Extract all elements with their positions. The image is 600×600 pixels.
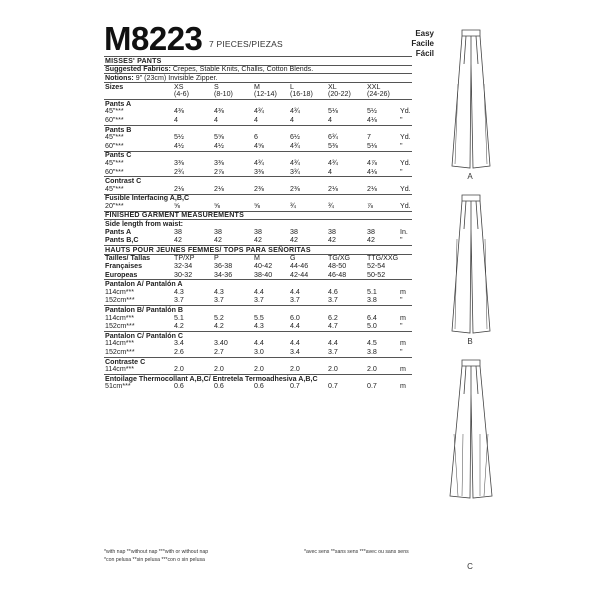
french-size: 36-38 (214, 262, 233, 271)
section-title: Pants C (105, 151, 132, 160)
finished-value: 38 (290, 227, 298, 236)
fabrics-text: Crepes, Stable Knits, Challis, Cotton Blends. (172, 65, 314, 74)
yardage-value: 5½ (174, 133, 184, 142)
taille-code: TTG/XXG (367, 254, 399, 263)
section-title: Pants A (105, 99, 132, 108)
figure-label-a: A (467, 172, 473, 181)
size-range: (24-26) (367, 90, 390, 99)
yardage-value: 4.2 (214, 322, 224, 331)
yardage-value: 4.4 (254, 287, 264, 296)
notions-label: Notions: (105, 73, 134, 82)
yardage-value: 0.7 (328, 382, 338, 391)
size-code: M (254, 82, 260, 91)
yardage-value: 3.4 (174, 339, 184, 348)
fabric-width-label: 45"*** (105, 184, 124, 193)
yardage-value: 3.7 (290, 296, 300, 305)
pants-a-drawing (440, 24, 500, 174)
section-heading (104, 125, 412, 134)
pants-a-illustration (440, 24, 500, 174)
yardage-value: 4⅛ (367, 115, 377, 124)
european-size: 34-36 (214, 270, 233, 279)
section-title: Fusible Interfacing A,B,C (105, 194, 190, 203)
pants-b-illustration (440, 189, 500, 339)
yardage-row (104, 288, 412, 297)
french-size: 48-50 (328, 262, 347, 271)
yardage-value: 4 (174, 115, 178, 124)
yardage-value: 2⅛ (214, 184, 224, 193)
yardage-row (104, 297, 412, 306)
yardage-value: 4½ (214, 141, 224, 150)
yardage-value: 4.4 (254, 339, 264, 348)
size-code: XL (328, 82, 337, 91)
yardage-value: 4.3 (214, 287, 224, 296)
yardage-value: 2⅜ (290, 184, 300, 193)
yardage-value: 6.0 (290, 313, 300, 322)
unit-label: In. (400, 227, 408, 236)
finished-value: 38 (367, 227, 375, 236)
yardage-value: 3.4 (290, 347, 300, 356)
size-range: (4-6) (174, 90, 189, 99)
fabric-width-label: 114cm*** (105, 339, 135, 348)
yardage-value: ⅝ (254, 201, 260, 210)
yardage-value: 5.0 (367, 322, 377, 331)
section-heading (104, 279, 412, 288)
yardage-row (104, 168, 412, 177)
fabric-width-label: 60"*** (105, 167, 124, 176)
yardage-value: 3.8 (367, 296, 377, 305)
section-heading (104, 357, 412, 366)
size-range: (12-14) (254, 90, 277, 99)
yardage-value: 3.0 (254, 347, 264, 356)
pants-c-illustration (440, 354, 500, 504)
size-range: (16-18) (290, 90, 313, 99)
finished-row (104, 236, 412, 245)
european-size: 30-32 (174, 270, 193, 279)
french-size: 32-34 (174, 262, 193, 271)
yardage-value: 4 (290, 115, 294, 124)
yardage-value: 2.0 (254, 365, 264, 374)
yardage-value: 0.6 (174, 382, 184, 391)
yardage-value: 4.4 (290, 287, 300, 296)
size-code: XXL (367, 82, 381, 91)
section-heading (104, 374, 412, 383)
unit-label: Yd. (400, 133, 411, 142)
yardage-value: 6½ (290, 133, 300, 142)
footnote-french: *avec sens **sans sens ***avec ou sans sens (304, 549, 409, 555)
fabric-width-label: 114cm*** (105, 287, 135, 296)
yardage-value: 0.6 (214, 382, 224, 391)
unit-label: Yd. (400, 158, 411, 167)
fabric-width-label: 20"*** (105, 201, 124, 210)
yardage-value: 5⅜ (328, 141, 338, 150)
european-size: 50-52 (367, 270, 386, 279)
unit-label: " (400, 236, 403, 245)
fabric-width-label: 60"*** (105, 141, 124, 150)
yardage-value: 2.0 (367, 365, 377, 374)
pants-b-drawing (440, 189, 500, 339)
yardage-row (104, 314, 412, 323)
finished-value: 42 (214, 236, 222, 245)
yardage-value: 4⅛ (367, 167, 377, 176)
unit-label: " (400, 141, 403, 150)
figure-label-b: B (467, 337, 473, 346)
finished-title: FINISHED GARMENT MEASUREMENTS (105, 211, 245, 220)
section-title: Pantalon B/ Pantalón B (105, 306, 184, 315)
fabric-width-label: 45"*** (105, 158, 124, 167)
size-ranges-row (104, 90, 412, 99)
yardage-value: 2.7 (214, 347, 224, 356)
fabric-width-label: 45"*** (105, 107, 124, 116)
footnote-spanish: *con pelusa **sin pelusa ***con o sin pelusa (104, 557, 205, 563)
finished-value: 42 (254, 236, 262, 245)
sizes-row (104, 82, 412, 91)
yardage-value: 3⅜ (214, 158, 224, 167)
europeas-label: Europeas (105, 270, 138, 279)
french-spanish-title: HAUTS POUR JEUNES FEMMES/ TOPS PARA SEÑORITAS (105, 245, 311, 254)
fabrics-line (104, 65, 412, 74)
yardage-row (104, 116, 412, 125)
unit-label: m (400, 382, 406, 391)
yardage-value: ⅝ (214, 201, 220, 210)
section-heading (104, 331, 412, 340)
taille-code: G (290, 254, 296, 263)
europeas-row (104, 271, 412, 280)
taille-code: M (254, 254, 260, 263)
envelope-back-chart (104, 56, 412, 391)
fabric-width-label: 152cm*** (105, 296, 135, 305)
yardage-value: 3⅜ (174, 158, 184, 167)
size-code: L (290, 82, 294, 91)
yardage-value: 4 (328, 167, 332, 176)
yardage-value: 4¾ (290, 141, 300, 150)
yardage-value: 3.40 (214, 339, 228, 348)
yardage-value: 4¾ (254, 158, 264, 167)
yardage-row (104, 185, 412, 194)
finished-row (104, 228, 412, 237)
yardage-row (104, 108, 412, 117)
yardage-value: 4.4 (328, 339, 338, 348)
european-size: 46-48 (328, 270, 347, 279)
yardage-value: 2.0 (214, 365, 224, 374)
size-code: XS (174, 82, 184, 91)
yardage-value: 4.4 (290, 339, 300, 348)
yardage-english (104, 99, 412, 211)
yardage-value: 0.6 (254, 382, 264, 391)
yardage-value: 2.0 (290, 365, 300, 374)
yardage-value: 4¾ (254, 107, 264, 116)
unit-label: " (400, 322, 403, 331)
yardage-value: 4⅝ (254, 141, 264, 150)
difficulty-es: Fácil (415, 49, 434, 58)
difficulty-label (411, 29, 434, 59)
piece-count: 7 PIECES/PIEZAS (209, 39, 283, 49)
yardage-value: ⅞ (367, 201, 373, 210)
section-title: Pants B (105, 125, 132, 134)
finished-value: 38 (328, 227, 336, 236)
yardage-value: 6.4 (367, 313, 377, 322)
garment-title: MISSES' PANTS (105, 56, 162, 65)
taille-code: P (214, 254, 219, 263)
yardage-value: 3¾ (290, 167, 300, 176)
taille-code: TP/XP (174, 254, 195, 263)
sizes-label: Sizes (105, 82, 124, 91)
yardage-value: 5½ (367, 107, 377, 116)
section-title: Pantalon A/ Pantalón A (105, 280, 183, 289)
yardage-value: 2⅞ (214, 167, 224, 176)
yardage-value: 2.6 (174, 347, 184, 356)
unit-label: m (400, 287, 406, 296)
difficulty-en: Easy (415, 29, 434, 38)
yardage-metric (104, 279, 412, 391)
fabrics-label: Suggested Fabrics: (105, 65, 171, 74)
tailles-label: Tailles/ Tallas (105, 254, 151, 263)
european-size: 38-40 (254, 270, 273, 279)
unit-label: " (400, 167, 403, 176)
yardage-value: 3⅜ (254, 167, 264, 176)
size-code: S (214, 82, 219, 91)
unit-label: " (400, 296, 403, 305)
yardage-row (104, 159, 412, 168)
yardage-value: 4½ (174, 141, 184, 150)
finished-row-label: Pants B,C (105, 236, 139, 245)
yardage-value: 5⅛ (367, 141, 377, 150)
yardage-value: 2.0 (174, 365, 184, 374)
yardage-value: 5.1 (174, 313, 184, 322)
yardage-value: ¾ (290, 201, 296, 210)
fabric-width-label: 45"*** (105, 133, 124, 142)
yardage-row (104, 348, 412, 357)
finished-subtitle: Side length from waist: (105, 220, 184, 229)
section-title: Contrast C (105, 177, 142, 186)
fabric-width-label: 152cm*** (105, 347, 135, 356)
section-heading (104, 194, 412, 203)
yardage-value: ⅝ (174, 201, 180, 210)
unit-label: Yd. (400, 107, 411, 116)
yardage-value: 4.3 (254, 322, 264, 331)
yardage-value: 3.7 (328, 347, 338, 356)
francaises-row (104, 262, 412, 271)
section-title: Contraste C (105, 357, 146, 366)
yardage-value: 6¾ (328, 133, 338, 142)
size-range: (8-10) (214, 90, 233, 99)
taille-code: TG/XG (328, 254, 351, 263)
finished-value: 38 (174, 227, 182, 236)
unit-label: m (400, 339, 406, 348)
finished-value: 38 (214, 227, 222, 236)
yardage-value: 5⅝ (214, 133, 224, 142)
section-heading (104, 99, 412, 108)
yardage-value: 2⅛ (174, 184, 184, 193)
unit-label: Yd. (400, 201, 411, 210)
yardage-value: 5⅛ (328, 107, 338, 116)
yardage-value: 4.5 (367, 339, 377, 348)
section-heading (104, 151, 412, 160)
yardage-row (104, 383, 412, 392)
finished-value: 42 (290, 236, 298, 245)
yardage-value: 2.0 (328, 365, 338, 374)
yardage-value: 4¾ (290, 107, 300, 116)
unit-label: m (400, 365, 406, 374)
yardage-row (104, 142, 412, 151)
yardage-value: 4 (214, 115, 218, 124)
yardage-value: 2⅛ (367, 184, 377, 193)
section-heading (104, 176, 412, 185)
fabric-width-label: 51cm*** (105, 382, 131, 391)
yardage-value: ¾ (328, 201, 334, 210)
yardage-value: 2¾ (174, 167, 184, 176)
yardage-row (104, 202, 412, 211)
yardage-value: 4⅜ (174, 107, 184, 116)
difficulty-fr: Facile (411, 39, 434, 48)
yardage-value: 7 (367, 133, 371, 142)
yardage-value: 4 (328, 115, 332, 124)
yardage-value: 4.2 (174, 322, 184, 331)
yardage-row (104, 340, 412, 349)
fabric-width-label: 114cm*** (105, 365, 135, 374)
yardage-value: 3.7 (214, 296, 224, 305)
unit-label: Yd. (400, 184, 411, 193)
yardage-value: 2⅜ (254, 184, 264, 193)
yardage-value: 4.4 (290, 322, 300, 331)
pants-illustrations (440, 24, 500, 584)
french-size: 52-54 (367, 262, 386, 271)
finished-value: 42 (174, 236, 182, 245)
yardage-row (104, 365, 412, 374)
yardage-value: 4 (254, 115, 258, 124)
yardage-value: 3.8 (367, 347, 377, 356)
yardage-row (104, 322, 412, 331)
tailles-row (104, 254, 412, 263)
european-size: 42-44 (290, 270, 309, 279)
fabric-width-label: 114cm*** (105, 313, 135, 322)
notions-text: 9" (23cm) Invisible Zipper. (135, 73, 218, 82)
fabric-width-label: 152cm*** (105, 322, 135, 331)
pattern-code: M8223 (104, 20, 203, 57)
yardage-value: 3.7 (174, 296, 184, 305)
yardage-value: 4⅜ (214, 107, 224, 116)
yardage-value: 5.2 (214, 313, 224, 322)
yardage-value: 4¾ (290, 158, 300, 167)
yardage-value: 5.1 (367, 287, 377, 296)
section-title: Pantalon C/ Pantalón C (105, 331, 184, 340)
fabric-width-label: 60"*** (105, 115, 124, 124)
yardage-value: 6.2 (328, 313, 338, 322)
footnote-english: *with nap **without nap ***with or without nap (104, 549, 209, 555)
yardage-value: 2⅛ (328, 184, 338, 193)
yardage-value: 4.3 (174, 287, 184, 296)
yardage-value: 0.7 (290, 382, 300, 391)
yardage-value: 4.6 (328, 287, 338, 296)
finished-value: 38 (254, 227, 262, 236)
pants-c-drawing (440, 354, 500, 504)
yardage-value: 3.7 (254, 296, 264, 305)
unit-label: " (400, 115, 403, 124)
yardage-value: 4¾ (328, 158, 338, 167)
section-title: Entoilage Thermocollant A,B,C/ Entretela Termoadhesiva A,B,C (105, 374, 318, 383)
yardage-row (104, 133, 412, 142)
francaises-label: Françaises (105, 262, 143, 271)
figure-label-c: C (467, 562, 473, 571)
french-size: 40-42 (254, 262, 273, 271)
yardage-value: 0.7 (367, 382, 377, 391)
yardage-value: 6 (254, 133, 258, 142)
notions-line (104, 73, 412, 82)
finished-row-label: Pants A (105, 227, 132, 236)
unit-label: " (400, 347, 403, 356)
finished-value: 42 (367, 236, 375, 245)
yardage-value: 3.7 (328, 296, 338, 305)
french-size: 44-46 (290, 262, 309, 271)
unit-label: m (400, 313, 406, 322)
finished-value: 42 (328, 236, 336, 245)
size-range: (20-22) (328, 90, 351, 99)
yardage-value: 5.5 (254, 313, 264, 322)
section-heading (104, 305, 412, 314)
yardage-value: 4⅞ (367, 158, 377, 167)
finished-measurements (104, 228, 412, 245)
yardage-value: 4.7 (328, 322, 338, 331)
